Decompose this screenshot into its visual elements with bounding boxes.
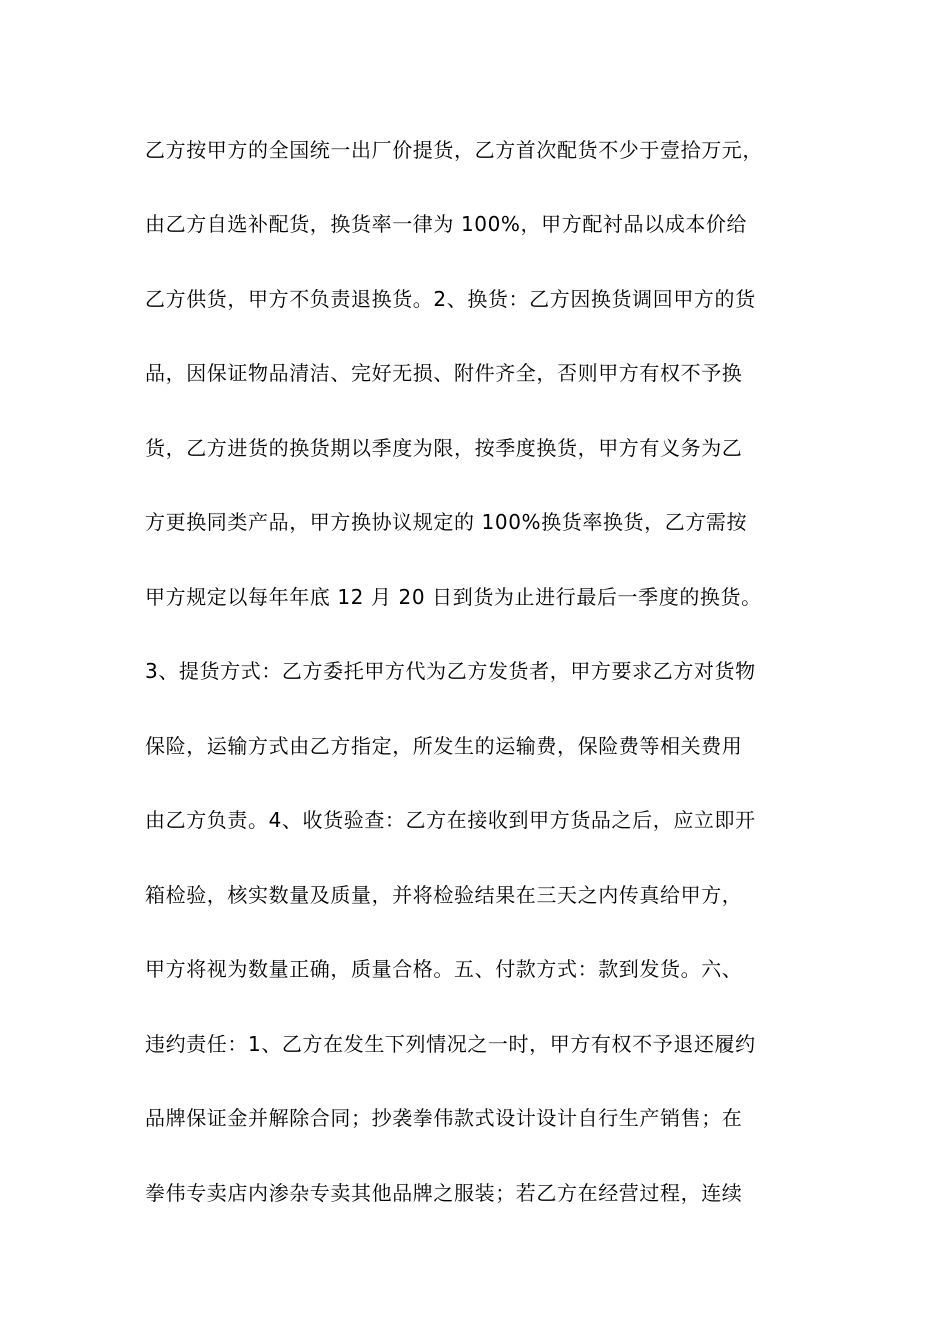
text-line: 保险，运输方式由乙方指定，所发生的运输费，保险费等相关费用 [145, 734, 743, 758]
text-line: 3、提货方式：乙方委托甲方代为乙方发货者，甲方要求乙方对货物 [145, 659, 756, 683]
text-line: 方更换同类产品，甲方换协议规定的 100%换货率换货，乙方需按 [145, 510, 748, 534]
text-line: 甲方规定以每年年底 12 月 20 日到货为止进行最后一季度的换货。 [145, 585, 762, 609]
text-line: 货，乙方进货的换货期以季度为限，按季度换货，甲方有义务为乙 [145, 436, 743, 460]
text-line: 由乙方自选补配货，换货率一律为 100%，甲方配衬品以成本价给 [145, 212, 748, 236]
text-line: 违约责任：1、乙方在发生下列情况之一时，甲方有权不予退还履约 [145, 1032, 756, 1056]
text-line: 乙方按甲方的全国统一出厂价提货，乙方首次配货不少于壹拾万元， [145, 138, 763, 162]
text-line: 拳伟专卖店内渗杂专卖其他品牌之服装；若乙方在经营过程，连续 [145, 1181, 743, 1205]
text-line: 甲方将视为数量正确，质量合格。五、付款方式：款到发货。六、 [145, 957, 743, 981]
text-line: 由乙方负责。4、收货验查：乙方在接收到甲方货品之后，应立即开 [145, 808, 756, 832]
text-line: 品，因保证物品清洁、完好无损、附件齐全，否则甲方有权不予换 [145, 361, 743, 385]
text-line: 品牌保证金并解除合同；抄袭拳伟款式设计设计自行生产销售；在 [145, 1106, 743, 1130]
text-line: 乙方供货，甲方不负责退换货。2、换货：乙方因换货调回甲方的货 [145, 287, 756, 311]
text-line: 箱检验，核实数量及质量，并将检验结果在三天之内传真给甲方， [145, 883, 743, 907]
